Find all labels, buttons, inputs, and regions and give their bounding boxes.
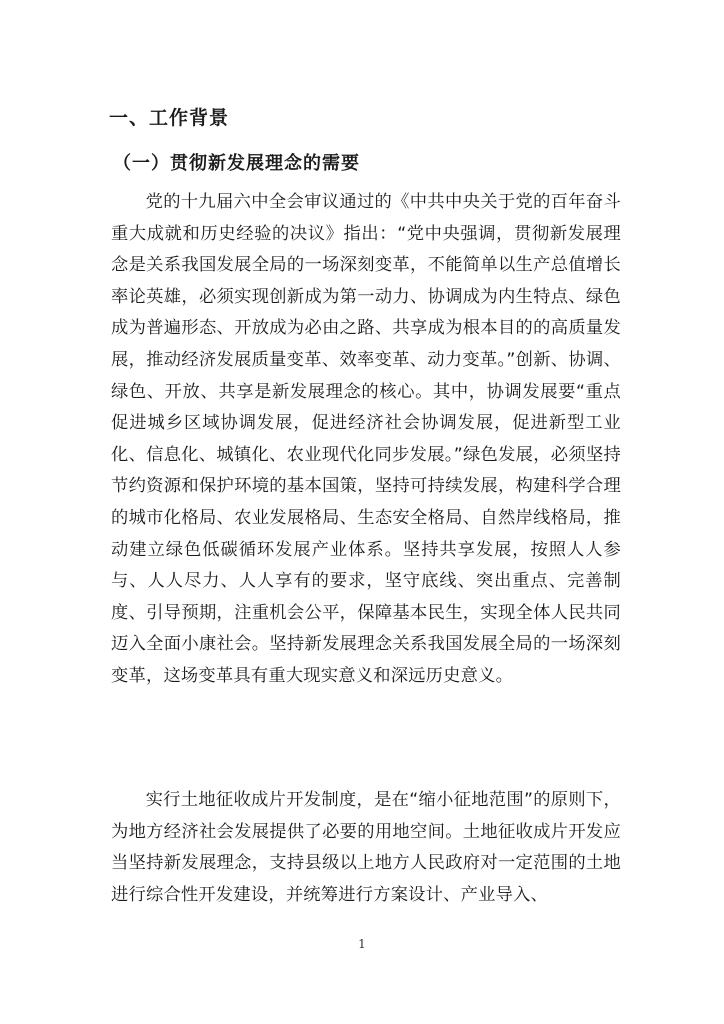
page-number: 1 [358,937,366,951]
body-paragraph: 党的十九届六中全会审议通过的《中共中央关于党的百年奋斗重大成就和历史经验的决议》指出：“党中央强调，贯彻新发展理念是关系我国发展全局的一场深刻变革，不能简单以生产总值增长率论英雄，必须实现创新成为第一动力、协调成为内生特点、绿色成为普遍形态、开放成为必由之路、共享成为根本目的的高质量发展，推动经济发展质量变革、效率变革、动力变革。”创新、协调、绿色、开放、共享是新发展理念的核心。其中，协调发展要“重点促进城乡区域协调发展，促进经济社会协调发展，促进新型工业化、信息化、城镇化、农业现代化同步发展。”绿色发展，必须坚持节约资源和保护环境的基本国策，坚持可持续发展，构建科学合理的城市化格局、农业发展格局、生态安全格局、自然岸线格局，推动建立绿色低碳循环发展产业体系。坚持共享发展，按照人人参与、人人尽力、人人享有的要求，坚守底线、突出重点、完善制度、引导预期，注重机会公平，保障基本民生，实现全体人民共同迈入全面小康社会。坚持新发展理念关系我国发展全局的一场深刻变革，这场变革具有重大现实意义和深远历史意义。 [111,192,621,686]
section-heading: 一、工作背景 [109,107,230,129]
subsection-heading: （一）贯彻新发展理念的需要 [113,153,360,174]
body-paragraph: 实行土地征收成片开发制度，是在“缩小征地范围”的原则下，为地方经济社会发展提供了必要的用地空间。土地征收成片开发应当坚持新发展理念，支持县级以上地方人民政府对一定范围的土地进行综合性开发建设，并统筹进行方案设计、产业导入、 [111,790,621,905]
